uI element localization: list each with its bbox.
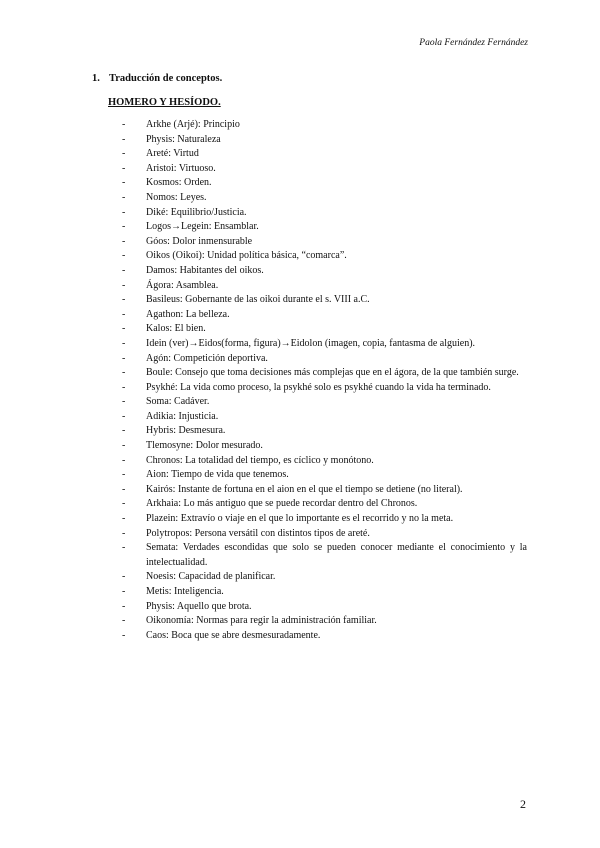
section-heading xyxy=(92,73,222,84)
list-item-text: Soma: Cadáver. xyxy=(146,396,210,408)
list-item-text: Areté: Virtud xyxy=(146,148,199,160)
list-item-text: Kairós: Instante de fortuna en el aion en el que el tiempo se detiene (no literal). xyxy=(146,483,463,495)
list-bullet: - xyxy=(122,629,126,641)
list-bullet: - xyxy=(122,367,126,379)
list-item xyxy=(122,497,527,512)
list-item-text: Arkhaia: Lo más antiguo que se puede recordar dentro del Chronos. xyxy=(146,498,418,510)
list-item-text: Hybris: Desmesura. xyxy=(146,425,226,437)
list-item-text: Basileus: Gobernante de las oikoi durante el s. VIII a.C. xyxy=(146,294,370,306)
list-bullet: - xyxy=(122,250,126,262)
concept-list xyxy=(122,118,527,643)
list-bullet: - xyxy=(122,162,126,174)
list-bullet: - xyxy=(122,148,126,160)
list-bullet: - xyxy=(122,308,126,320)
list-bullet: - xyxy=(122,586,126,597)
list-item-text: Ágora: Asamblea. xyxy=(146,279,219,291)
list-item-text: Diké: Equilibrio/Justicia. xyxy=(146,206,247,218)
list-bullet: - xyxy=(122,483,126,495)
list-bullet: - xyxy=(122,119,126,130)
list-item xyxy=(122,366,527,381)
list-item-text: Adikia: Injusticia. xyxy=(146,410,219,422)
list-item xyxy=(122,483,527,498)
list-item xyxy=(122,541,527,570)
subsection-heading: HOMERO Y HESÍODO. xyxy=(108,97,221,108)
list-item-text: Caos: Boca que se abre desmesuradamente. xyxy=(146,629,321,641)
list-bullet: - xyxy=(122,206,126,218)
list-item-text: Arkhe (Arjé): Principio xyxy=(146,119,240,130)
list-item xyxy=(122,191,527,206)
list-item-text: Noesis: Capacidad de planificar. xyxy=(146,571,276,583)
list-bullet: - xyxy=(122,235,126,247)
list-item xyxy=(122,629,527,644)
list-item xyxy=(122,279,527,294)
list-item-text: Plazein: Extravío o viaje en el que lo importante es el recorrido y no la meta. xyxy=(146,513,454,525)
list-item-text: Kosmos: Orden. xyxy=(146,177,212,189)
list-item xyxy=(122,264,527,279)
list-item xyxy=(122,410,527,425)
list-item-text: Physis: Aquello que brota. xyxy=(146,600,252,612)
list-item-text: Nomos: Leyes. xyxy=(146,191,207,203)
list-item-text: Aion: Tiempo de vida que tenemos. xyxy=(146,469,289,481)
list-item-text: Oikonomía: Normas para regir la administración familiar. xyxy=(146,615,377,627)
list-item xyxy=(122,352,527,367)
list-item-text: Psykhé: La vida como proceso, la psykhé solo es psykhé cuando la vida ha terminado. xyxy=(146,381,491,393)
list-item xyxy=(122,206,527,221)
list-bullet: - xyxy=(122,571,126,583)
list-bullet: - xyxy=(122,440,126,452)
list-bullet: - xyxy=(122,600,126,612)
list-bullet: - xyxy=(122,425,126,437)
list-item xyxy=(122,162,527,177)
list-item xyxy=(122,176,527,191)
list-item xyxy=(122,570,527,585)
list-item xyxy=(122,235,527,250)
list-item-text: Agón: Competición deportiva. xyxy=(146,352,268,364)
list-item-text: Agathon: La belleza. xyxy=(146,308,230,320)
list-item xyxy=(122,133,527,148)
list-bullet: - xyxy=(122,133,126,145)
list-bullet: - xyxy=(122,177,126,189)
list-item-text: Boule: Consejo que toma decisiones más complejas que en el ágora, de la que también surge. xyxy=(146,367,519,379)
list-item xyxy=(122,249,527,264)
list-item xyxy=(122,512,527,527)
list-bullet: - xyxy=(122,279,126,291)
list-item xyxy=(122,395,527,410)
section-number: 1. xyxy=(92,73,100,84)
list-bullet: - xyxy=(122,527,126,539)
list-bullet: - xyxy=(122,191,126,203)
list-bullet: - xyxy=(122,615,126,627)
list-item-text: Polytropos: Persona versátil con distintos tipos de areté. xyxy=(146,527,370,539)
list-item xyxy=(122,293,527,308)
list-item-text: Damos: Habitantes del oikos. xyxy=(146,264,264,276)
list-bullet: - xyxy=(122,294,126,306)
list-item xyxy=(122,424,527,439)
list-item-text: Chronos: La totalidad del tiempo, es cíclico y monótono. xyxy=(146,454,374,466)
list-bullet: - xyxy=(122,498,126,510)
list-item xyxy=(122,614,527,629)
list-bullet: - xyxy=(122,352,126,364)
list-item xyxy=(122,585,527,600)
page-number: 2 xyxy=(520,797,526,811)
list-item-text: Logos→Legein: Ensamblar. xyxy=(146,221,259,233)
list-item xyxy=(122,337,527,352)
list-item-text: Semata: Verdades escondidas que solo se pueden conocer mediante el conocimiento y la intelectualidad. xyxy=(146,542,527,568)
list-item xyxy=(122,381,527,396)
list-bullet: - xyxy=(122,221,126,233)
list-bullet: - xyxy=(122,542,126,554)
list-item xyxy=(122,118,527,133)
list-item-text: Aristoi: Virtuoso. xyxy=(146,162,216,174)
list-item xyxy=(122,527,527,542)
list-bullet: - xyxy=(122,454,126,466)
list-item-text: Góos: Dolor inmensurable xyxy=(146,235,253,247)
list-item-text: Idein (ver)→Eidos(forma, figura)→Eidolon (imagen, copia, fantasma de alguien). xyxy=(146,337,476,349)
section-title: Traducción de conceptos. xyxy=(109,73,223,84)
list-bullet: - xyxy=(122,264,126,276)
list-bullet: - xyxy=(122,410,126,422)
list-item xyxy=(122,439,527,454)
list-item-text: Physis: Naturaleza xyxy=(146,133,221,145)
list-item xyxy=(122,147,527,162)
list-bullet: - xyxy=(122,396,126,408)
list-item xyxy=(122,220,527,235)
list-item-text: Tlemosyne: Dolor mesurado. xyxy=(146,440,263,452)
list-bullet: - xyxy=(122,469,126,481)
list-item xyxy=(122,322,527,337)
list-item-text: Oikos (Oikoi): Unidad política básica, “comarca”. xyxy=(146,250,347,262)
list-item xyxy=(122,308,527,323)
list-item xyxy=(122,600,527,615)
list-item xyxy=(122,468,527,483)
list-bullet: - xyxy=(122,323,126,335)
list-bullet: - xyxy=(122,513,126,525)
list-bullet: - xyxy=(122,337,126,349)
list-item-text: Metis: Inteligencia. xyxy=(146,586,224,597)
list-bullet: - xyxy=(122,381,126,393)
list-item xyxy=(122,454,527,469)
header-author: Paola Fernández Fernández xyxy=(419,38,528,48)
list-item-text: Kalos: El bien. xyxy=(146,323,206,335)
